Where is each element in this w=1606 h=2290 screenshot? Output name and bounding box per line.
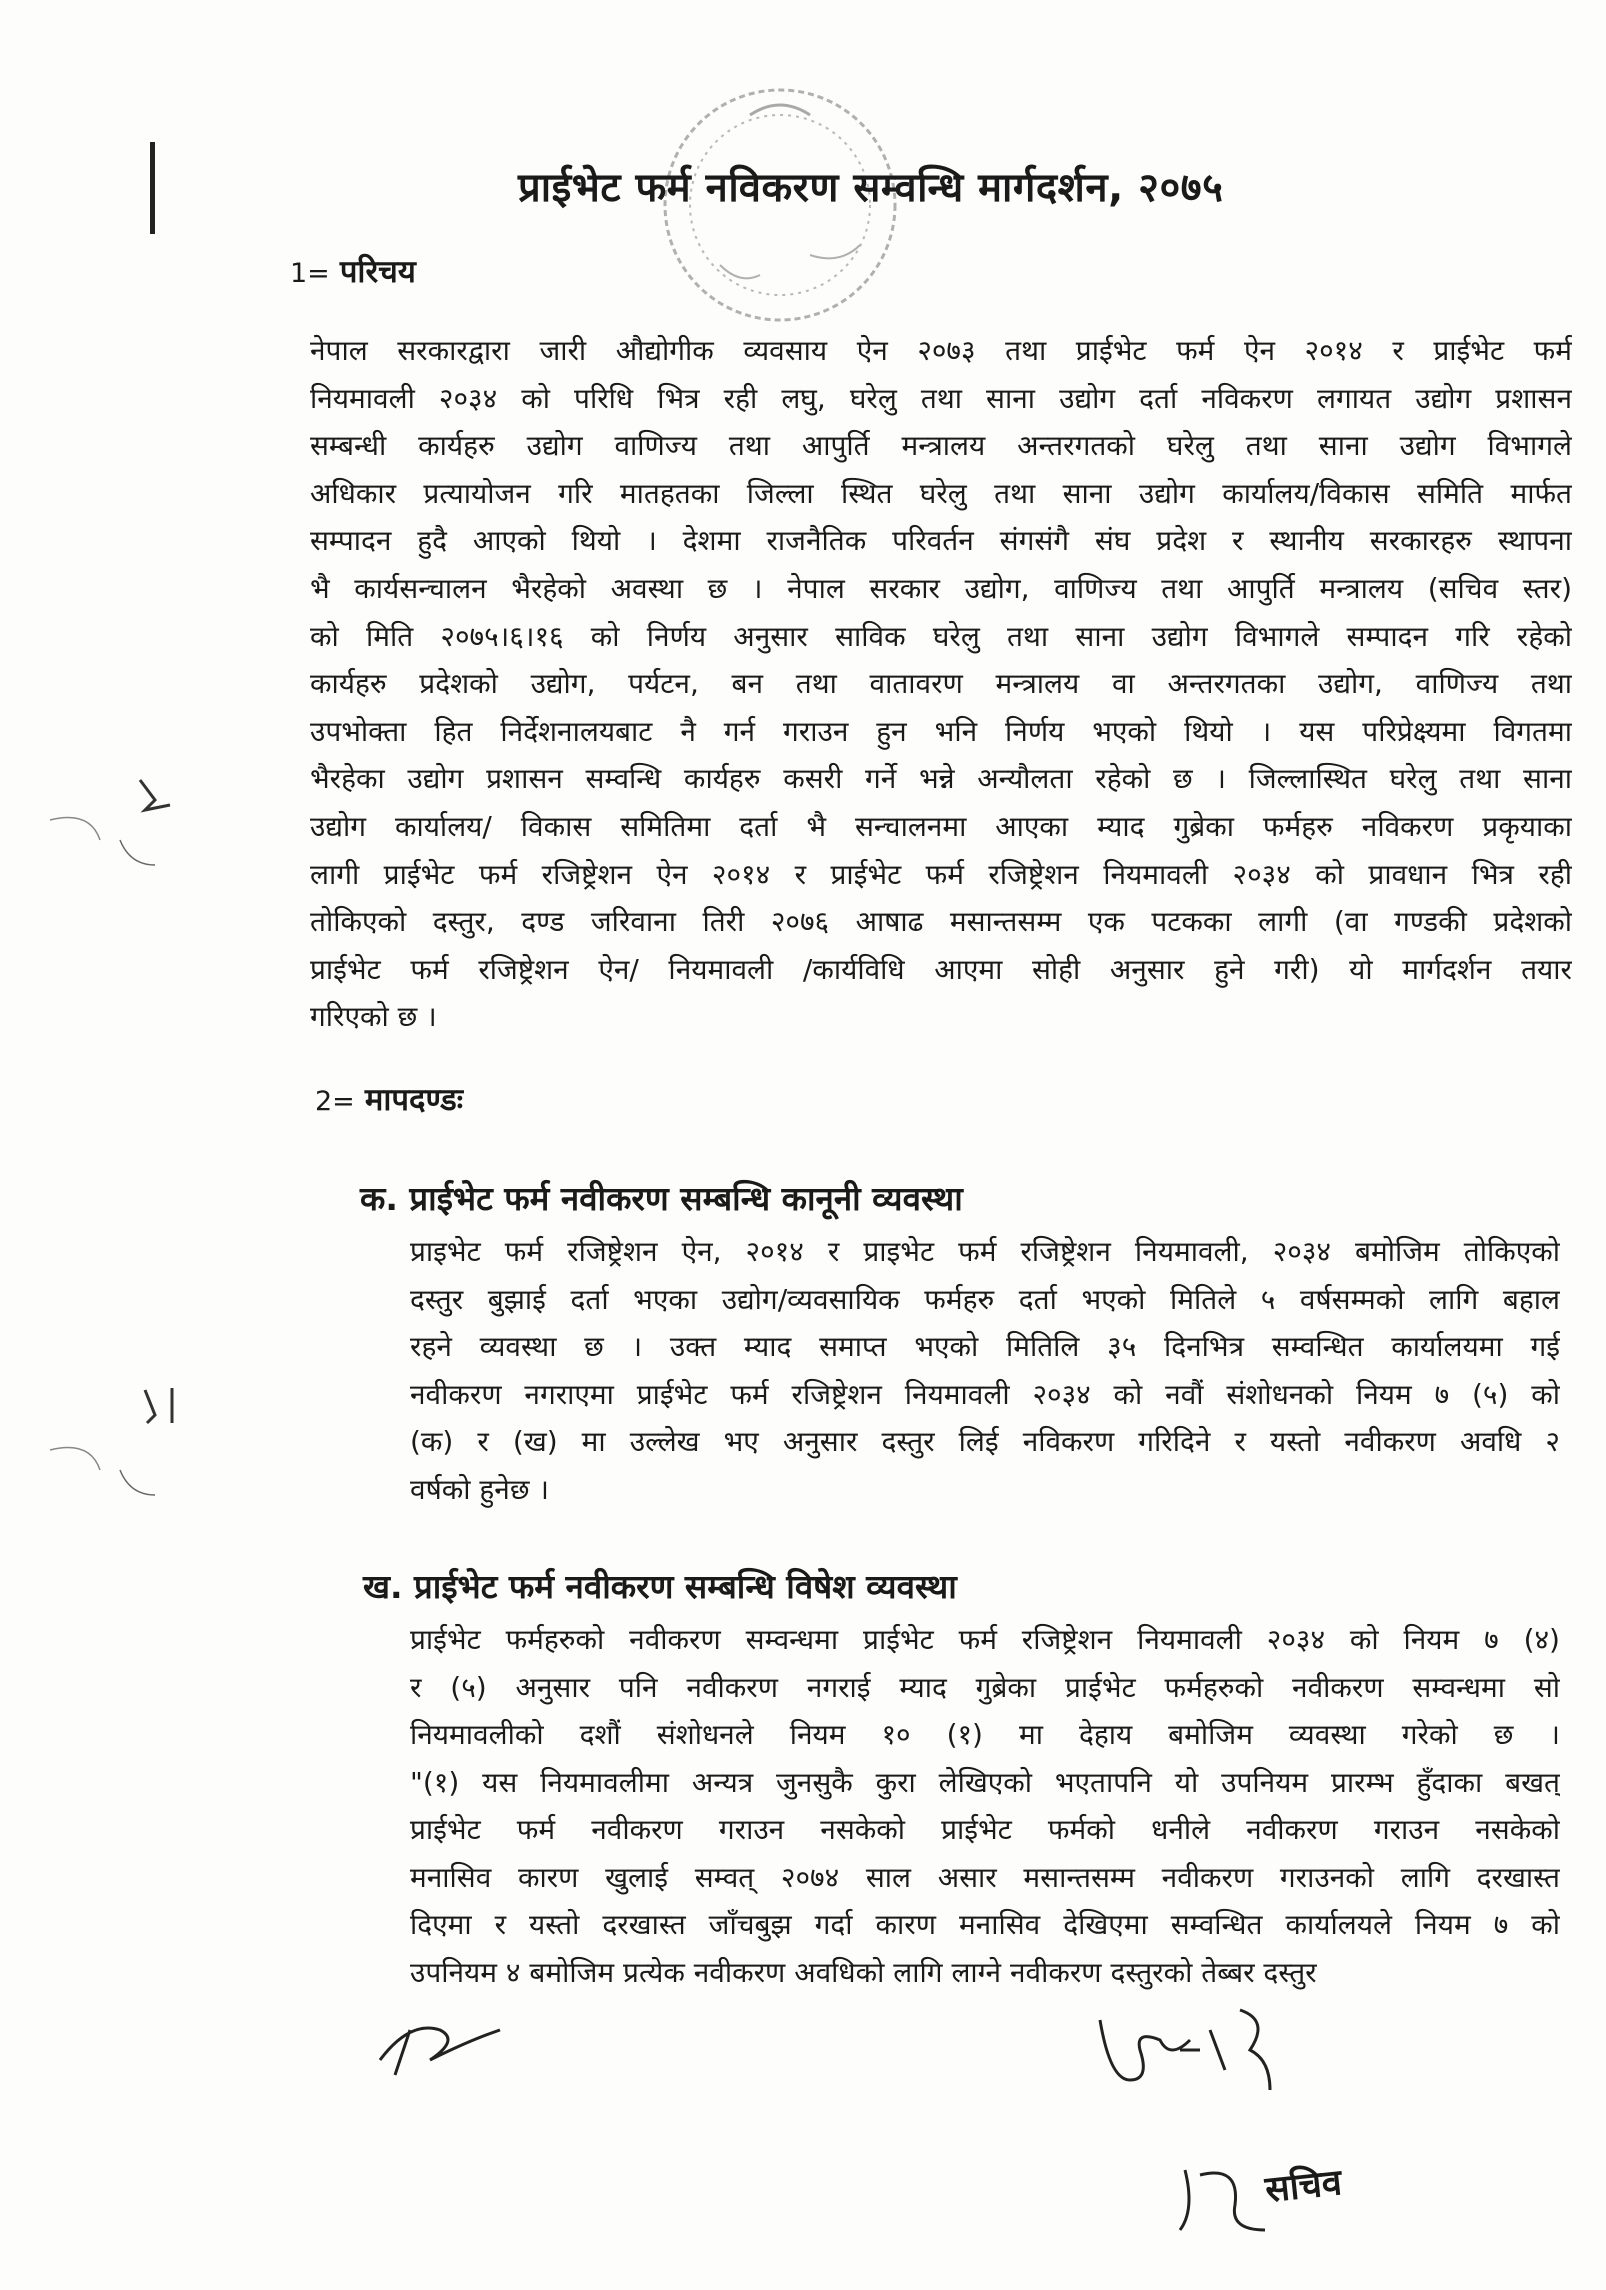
- text-line: नियमावलीको दशौं संशोधनले नियम १० (१) मा देहाय बमोजिम व्यवस्था गरेको छ ।: [410, 1718, 1560, 1751]
- text-line: भै कार्यसन्चालन भैरहेको अवस्था छ । नेपाल सरकार उद्योग, वाणिज्य तथा आपुर्ति मन्त्रालय (सचिव स्तर): [310, 571, 1572, 605]
- text-line: प्राईभेट फर्म रजिष्ट्रेशन ऐन/ नियमावली /कार्यविधि आएमा सोही अनुसार हुने गरी) यो मार्गदर्शन तयार: [310, 952, 1572, 986]
- text-line: प्राईभेट फर्महरुको नवीकरण सम्वन्धमा प्राईभेट फर्म रजिष्ट्रेशन नियमावली २०३४ को नियम ७ (४): [410, 1623, 1560, 1656]
- text-line: नियमावली २०३४ को परिधि भित्र रही लघु, घरेलु तथा साना उद्योग दर्ता नविकरण लगायत उद्योग प्रशासन: [310, 381, 1572, 415]
- text-line: उद्योग कार्यालय/ विकास समितिमा दर्ता भै सन्चालनमा आएका म्याद गुब्रेका फर्महरु नविकरण प्रकृयाका: [310, 809, 1572, 843]
- subsection-b-paragraph: [410, 1616, 1560, 1996]
- initial-signature: [370, 1990, 520, 2080]
- text-line: "(१) यस नियमावलीमा अन्यत्र जुनसुकै कुरा लेखिएको भएतापनि यो उपनियम प्रारम्भ हुँदाका बखत्: [410, 1765, 1560, 1799]
- text-line: को मिति २०७५।६।१६ को निर्णय अनुसार साविक घरेलु तथा साना उद्योग विभागले सम्पादन गरि रहेको: [310, 619, 1572, 653]
- text-line: नवीकरण नगराएमा प्राईभेट फर्म रजिष्ट्रेशन नियमावली २०३४ को नवौं संशोधनको नियम ७ (५) को: [410, 1377, 1560, 1411]
- text-line: तोकिएको दस्तुर, दण्ड जरिवाना तिरी २०७६ आषाढ मसान्तसम्म एक पटकका लागी (वा गण्डकी प्रदेशको: [310, 905, 1572, 939]
- signature-designation: सचिव: [1263, 2162, 1344, 2211]
- text-line: उपनियम ४ बमोजिम प्रत्येक नवीकरण अवधिको लागि लाग्ने नवीकरण दस्तुरको तेब्बर दस्तुर: [410, 1955, 1317, 1989]
- text-line: प्राईभेट फर्म नवीकरण गराउन नसकेको प्राईभेट फर्मको धनीले नवीकरण गराउन नसकेको: [410, 1813, 1560, 1846]
- text-line: उपभोक्ता हित निर्देशनालयबाट नै गर्न गराउन हुन भनि निर्णय भएको थियो । यस परिप्रेक्ष्यमा विगतमा: [310, 714, 1572, 748]
- text-line: सम्पादन हुदै आएको थियो । देशमा राजनैतिक परिवर्तन संगसंगै संघ प्रदेश र स्थानीय सरकारहरु स्थापना: [310, 524, 1572, 558]
- punch-hole-mark: [40, 1430, 160, 1510]
- text-line: दिएमा र यस्तो दरखास्त जाँचबुझ गर्दा कारण मनासिव देखिएमा सम्वन्धित कार्यालयले नियम ७ को: [410, 1908, 1560, 1941]
- text-line: लागी प्राईभेट फर्म रजिष्ट्रेशन ऐन २०१४ र प्राईभेट फर्म रजिष्ट्रेशन नियमावली २०३४ को प्रावधान भित्र रही: [310, 857, 1572, 891]
- text-line: सम्बन्धी कार्यहरु उद्योग वाणिज्य तथा आपुर्ति मन्त्रालय अन्तरगतको घरेलु तथा साना उद्योग विभागले: [310, 429, 1572, 463]
- text-line: भैरहेका उद्योग प्रशासन सम्वन्धि कार्यहरु कसरी गर्ने भन्ने अन्यौलता रहेको छ । जिल्लास्थित घरेलु तथा साना: [310, 762, 1572, 796]
- section-1-heading: [290, 250, 416, 292]
- text-line: मनासिव कारण खुलाई सम्वत् २०७४ साल असार मसान्तसम्म नवीकरण गराउनको लागि दरखास्त: [410, 1860, 1560, 1894]
- subsection-a-paragraph: [410, 1228, 1560, 1513]
- text-line: र (५) अनुसार पनि नवीकरण नगराई म्याद गुब्रेका प्राईभेट फर्महरुको नवीकरण सम्वन्धमा सो: [410, 1670, 1560, 1704]
- section-1-title: परिचय: [339, 254, 416, 290]
- text-line: दस्तुर बुझाई दर्ता भएका उद्योग/व्यवसायिक फर्महरु दर्ता भएको मितिले ५ वर्षसम्मको लागि बहाल: [410, 1282, 1560, 1316]
- document-title: प्राईभेट फर्म नविकरण सम्वन्धि मार्गदर्शन, २०७५: [518, 165, 1224, 211]
- text-line: वर्षको हुनेछ ।: [410, 1472, 549, 1506]
- handwritten-signature: [1080, 1990, 1320, 2120]
- text-line: कार्यहरु प्रदेशको उद्योग, पर्यटन, बन तथा वातावरण मन्त्रालय वा अन्तरगतका उद्योग, वाणिज्य तथा: [310, 667, 1572, 701]
- text-line: अधिकार प्रत्यायोजन गरि मातहतका जिल्ला स्थित घरेलु तथा साना उद्योग कार्यालय/विकास समिति मार्फत: [310, 476, 1572, 510]
- text-line: प्राइभेट फर्म रजिष्ट्रेशन ऐन, २०१४ र प्राइभेट फर्म रजिष्ट्रेशन नियमावली, २०३४ बमोजिम तोकिएको: [410, 1235, 1560, 1268]
- section-1-number: 1=: [290, 258, 330, 289]
- text-line: रहने व्यवस्था छ । उक्त म्याद समाप्त भएको मितिलि ३५ दिनभित्र सम्वन्धित कार्यालयमा गई: [410, 1330, 1560, 1363]
- punch-hole-mark: [40, 800, 160, 880]
- section-2-number: 2=: [315, 1086, 355, 1117]
- subsection-b-heading: ख. प्राईभेट फर्म नवीकरण सम्बन्धि विषेश व्यवस्था: [363, 1567, 957, 1606]
- section-1-paragraph: [310, 327, 1572, 1041]
- text-line: (क) र (ख) मा उल्लेख भए अनुसार दस्तुर लिई नविकरण गरिदिने र यस्तो नवीकरण अवधि २: [410, 1425, 1560, 1458]
- margin-mark: [150, 142, 155, 234]
- text-line: नेपाल सरकारद्वारा जारी औद्योगीक व्यवसाय ऐन २०७३ तथा प्राईभेट फर्म ऐन २०१४ र प्राईभेट फर्म: [310, 334, 1572, 367]
- section-2-title: मापदण्डः: [364, 1082, 464, 1118]
- section-2-heading: [315, 1078, 463, 1120]
- text-line: गरिएको छ ।: [310, 1000, 437, 1034]
- subsection-a-heading: क. प्राईभेट फर्म नवीकरण सम्बन्धि कानूनी व्यवस्था: [360, 1179, 963, 1218]
